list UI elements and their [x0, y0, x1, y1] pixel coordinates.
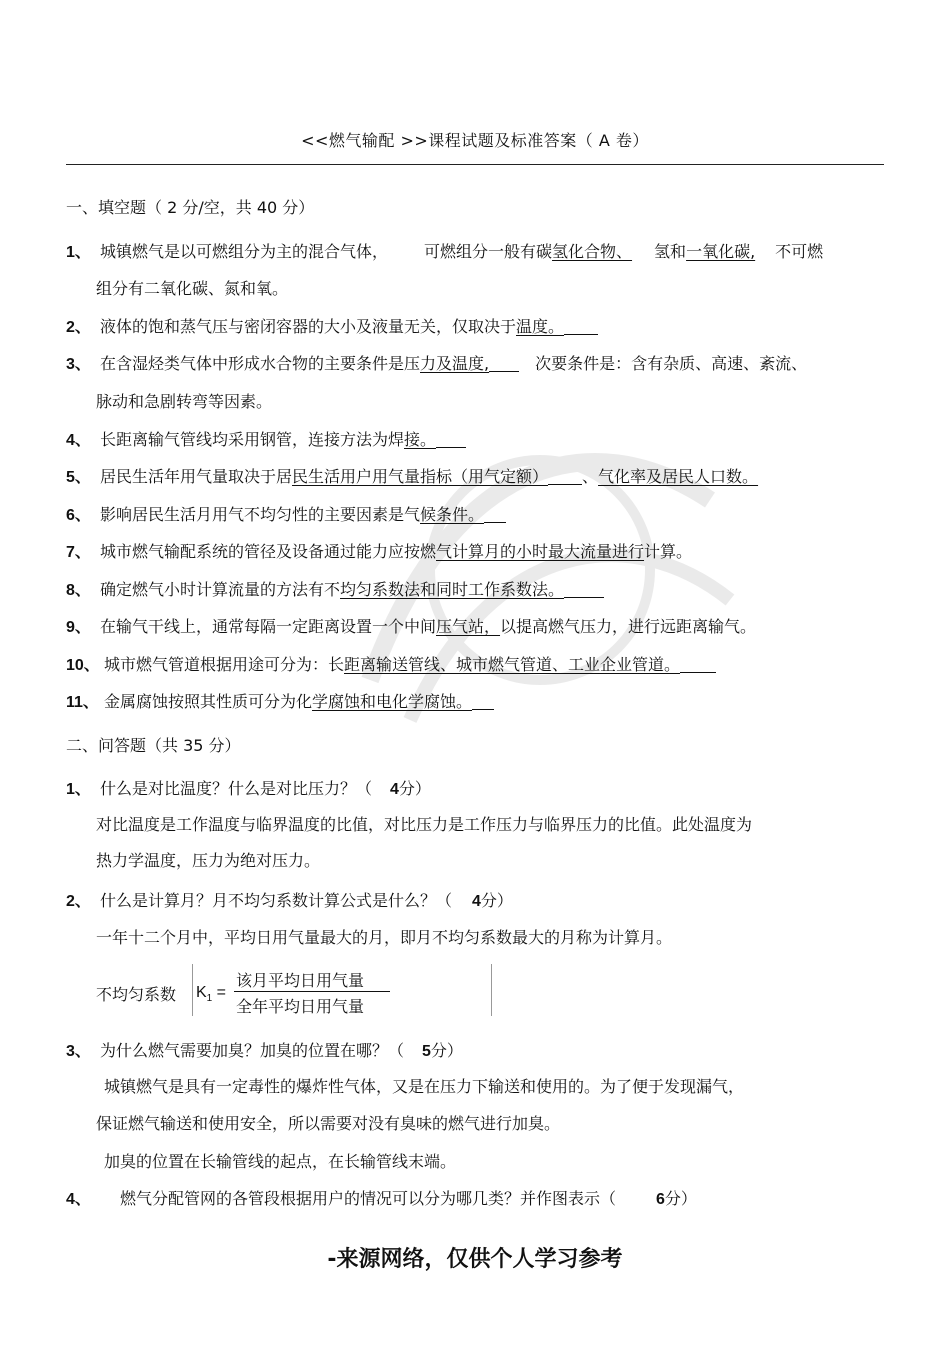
- item-number: 1、: [66, 781, 91, 798]
- points-value: 6: [656, 1191, 665, 1208]
- item-text: 城市燃气输配系统的管径及设备通过能力应按燃: [100, 542, 437, 561]
- item-text: 液体的饱和蒸气压与密闭容器的大小及液量无关，仅取决于: [100, 317, 517, 336]
- item-number: 7、: [66, 544, 91, 561]
- item-text: 城镇燃气是以可燃组分为主的混合气体，: [100, 242, 389, 261]
- answer-blank: 距离输送管线、城市燃气管道、工业企业管道。: [344, 655, 681, 674]
- item-text: 影响居民生活月用气不均匀性的主要因素是气: [100, 505, 421, 524]
- item-number: 1、: [66, 244, 91, 261]
- answer-blank: 一氧化碳,: [686, 242, 756, 261]
- item-text: 计算。: [644, 542, 693, 561]
- item-number: 9、: [66, 619, 91, 636]
- item-text: 氢和: [654, 242, 687, 261]
- formula-denominator: 全年平均日用气量: [236, 997, 365, 1016]
- answer-blank: 温度。: [516, 317, 565, 336]
- page-title: <<燃气输配 >>课程试题及标准答案（ A 卷）: [301, 131, 649, 150]
- formula-k-sub: 1: [206, 993, 213, 1005]
- item-number: 4、: [66, 432, 91, 449]
- answer-blank: 氢化合物、: [552, 242, 633, 261]
- answer-blank: 压气站，: [436, 617, 501, 636]
- blank-line: [564, 581, 604, 598]
- answer-blank: 候条件。: [420, 505, 485, 524]
- fill-item-5: [66, 467, 758, 488]
- blank-line: [472, 693, 494, 710]
- title-divider: [66, 164, 884, 165]
- item-text: 确定燃气小时计算流量的方法有不: [100, 580, 341, 599]
- points-unit: 分）: [664, 1189, 697, 1208]
- item-text: 以提高燃气压力，进行远距离输气。: [500, 617, 757, 636]
- points-value: 4: [390, 781, 399, 798]
- qa-answer-2-line1: 一年十二个月中，平均日用气量最大的月，即月不均匀系数最大的月称为计算月。: [96, 928, 673, 947]
- fill-item-8: [66, 580, 604, 601]
- qa-answer-3-line2: 保证燃气输送和使用安全，所以需要对没有臭味的燃气进行加臭。: [96, 1114, 561, 1133]
- fill-item-3: [66, 354, 807, 375]
- answer-blank: 学腐蚀和电化学腐蚀。: [312, 692, 473, 711]
- qa-answer-3-line1: 城镇燃气是具有一定毒性的爆炸性气体，又是在压力下输送和使用的。为了便于发现漏气，: [104, 1077, 745, 1096]
- formula-k: K: [196, 984, 207, 1001]
- answer-blank: 接。: [404, 430, 437, 449]
- answer-blank: 力及温度,: [420, 354, 490, 373]
- fill-item-2: [66, 317, 598, 338]
- qa-answer-3-line3: 加臭的位置在长输管线的起点，在长输管线末端。: [104, 1152, 457, 1171]
- blank-line: [489, 355, 519, 372]
- fill-item-7: [66, 542, 692, 563]
- item-number: 5、: [66, 469, 91, 486]
- item-number: 2、: [66, 893, 91, 910]
- item-number: 3、: [66, 1043, 91, 1060]
- item-text: 在含湿烃类气体中形成水合物的主要条件是压: [100, 354, 421, 373]
- formula-label: 不均匀系数: [96, 985, 177, 1004]
- fill-item-6: [66, 505, 506, 526]
- fill-item-10: [66, 655, 716, 676]
- blank-line: [680, 656, 716, 673]
- item-number: 11、: [66, 694, 99, 711]
- qa-question-2: [66, 891, 513, 912]
- question-text: 什么是计算月？月不均匀系数计算公式是什么？（: [100, 891, 453, 910]
- qa-answer-1-line1: 对比温度是工作温度与临界温度的比值，对比压力是工作压力与临界压力的比值。此处温度为: [96, 815, 753, 834]
- qa-answer-1-line2: 热力学温度，压力为绝对压力。: [96, 851, 321, 870]
- answer-blank: 气化率及居民人口数。: [598, 467, 759, 486]
- item-text: 长距离输气管线均采用钢管，连接方法为焊: [100, 430, 405, 449]
- item-number: 4、: [66, 1191, 91, 1208]
- item-text: 、: [582, 467, 599, 486]
- answer-blank: 气计算月的小时最大流量进行: [436, 542, 645, 561]
- fill-item-9: [66, 617, 756, 638]
- fraction-bar: [234, 991, 390, 992]
- question-text: 什么是对比温度？什么是对比压力？（: [100, 779, 373, 798]
- points-unit: 分）: [398, 779, 431, 798]
- formula-equals: =: [212, 984, 227, 1001]
- fill-item-11: [66, 692, 494, 713]
- qa-question-1: [66, 779, 431, 800]
- section2-heading: 二、问答题（共 35 分）: [66, 736, 241, 755]
- formula-numerator: 该月平均日用气量: [236, 971, 365, 990]
- section1-heading: 一、填空题（ 2 分/空，共 40 分）: [66, 198, 315, 217]
- item-text: 城市燃气管道根据用途可分为：长: [104, 655, 345, 674]
- points-value: 5: [422, 1043, 431, 1060]
- blank-line: [564, 318, 598, 335]
- source-footer: -来源网络，仅供个人学习参考: [327, 1247, 623, 1272]
- fill-item-4: [66, 430, 466, 451]
- qa-question-3: [66, 1041, 463, 1062]
- points-unit: 分）: [430, 1041, 463, 1060]
- answer-blank: 均匀系数法和同时工作系数法。: [340, 580, 565, 599]
- fill-item-1-cont: 组分有二氧化碳、氮和氧。: [96, 279, 289, 298]
- blank-line: [548, 468, 582, 485]
- points-unit: 分）: [480, 891, 513, 910]
- item-number: 2、: [66, 319, 91, 336]
- formula-symbol: [196, 984, 226, 1004]
- item-text: 不可燃: [775, 242, 824, 261]
- item-text: 可燃组分一般有碳: [424, 242, 553, 261]
- question-text: 为什么燃气需要加臭？加臭的位置在哪？（: [100, 1041, 405, 1060]
- qa-question-4: [66, 1189, 697, 1210]
- points-value: 4: [472, 893, 481, 910]
- item-text: 在输气干线上，通常每隔一定距离设置一个中间: [100, 617, 437, 636]
- fill-item-3-cont: 脉动和急剧转弯等因素。: [96, 392, 273, 411]
- item-number: 10、: [66, 657, 100, 674]
- question-text: 燃气分配管网的各管段根据用户的情况可以分为哪几类？并作图表示（: [120, 1189, 617, 1208]
- item-number: 3、: [66, 356, 91, 373]
- item-text: 次要条件是：含有杂质、高速、紊流、: [535, 354, 808, 373]
- item-number: 8、: [66, 582, 91, 599]
- item-number: 6、: [66, 507, 91, 524]
- item-text: 居民生活年用气量取决于居: [100, 467, 293, 486]
- blank-line: [484, 506, 506, 523]
- fill-item-1: [66, 242, 823, 263]
- blank-line: [436, 431, 466, 448]
- item-text: 金属腐蚀按照其性质可分为化: [104, 692, 313, 711]
- answer-blank: 民生活用户用气量指标（用气定额）: [292, 467, 549, 486]
